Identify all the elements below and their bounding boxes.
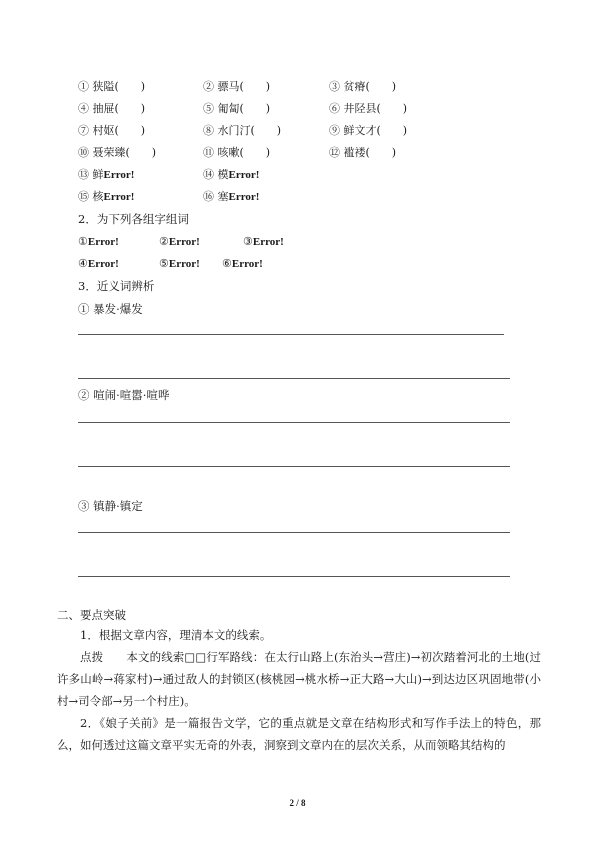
item-3: ③ 贫瘠( ) — [329, 80, 397, 93]
page-number: 2 / 8 — [289, 798, 306, 808]
error-text: Error! — [168, 236, 200, 248]
answer-line[interactable] — [78, 466, 510, 467]
item-14-label: ⑭ 模 — [203, 168, 229, 181]
item-1: ① 狭隘( ) — [78, 80, 146, 93]
item-15 — [78, 189, 134, 205]
error-text: Error! — [228, 191, 260, 203]
q3-item-2: ② 喧闹·喧嚣·喧哗 — [78, 388, 170, 402]
section-heading: 二、要点突破 — [57, 608, 126, 622]
q2-item-label: ⑥ — [222, 257, 232, 270]
error-text: Error! — [168, 258, 200, 270]
error-text: Error! — [103, 169, 135, 181]
q2-title: 2．为下列各组字组词 — [78, 212, 189, 226]
answer-line[interactable] — [78, 422, 510, 423]
q2-item-2 — [159, 234, 200, 250]
item-8: ⑧ 水门汀( ) — [203, 124, 282, 137]
paragraph-1: 1．根据文章内容，理清本文的线索。 — [80, 628, 272, 642]
item-16 — [203, 189, 259, 205]
item-2: ② 骠马( ) — [203, 80, 271, 93]
q3-item-3: ③ 镇静·镇定 — [78, 499, 143, 513]
error-text: Error! — [87, 258, 119, 270]
q2-item-label: ① — [78, 235, 88, 248]
answer-line[interactable] — [78, 334, 504, 335]
q2-item-6 — [222, 256, 263, 272]
item-10: ⑩ 聂荣臻( ) — [78, 146, 157, 159]
item-14 — [203, 167, 259, 183]
q3-item-1: ① 暴发·爆发 — [78, 302, 143, 316]
item-12: ⑫ 褴褛( ) — [329, 146, 397, 159]
item-9: ⑨ 鲜文才( ) — [329, 124, 408, 137]
answer-line[interactable] — [78, 532, 510, 533]
item-4: ④ 抽屉( ) — [78, 102, 146, 115]
answer-line[interactable] — [78, 378, 510, 379]
answer-line[interactable] — [78, 576, 510, 577]
error-text: Error! — [87, 236, 119, 248]
error-text: Error! — [252, 236, 284, 248]
item-16-label: ⑯ 塞 — [203, 190, 229, 203]
q2-item-label: ⑤ — [159, 257, 169, 270]
item-13-label: ⑬ 鲜 — [78, 168, 104, 181]
item-6: ⑥ 井陉县( ) — [329, 102, 408, 115]
item-13 — [78, 167, 134, 183]
q2-item-label: ② — [159, 235, 169, 248]
q2-item-3 — [243, 234, 284, 250]
item-11: ⑪ 咳嗽( ) — [203, 146, 271, 159]
q2-item-5 — [159, 256, 200, 272]
item-7: ⑦ 村妪( ) — [78, 124, 146, 137]
paragraph-2: 点拨 本文的线索□□行军路线：在太行山路上(东治头→营庄)→初次踏着河北的土地(过许多山岭→蒋家村)→通过敌人的封锁区(核桃园→桃水桥→正大路→大山)→到达边区巩固地带(小村→司令部→另一个村庄)。 — [57, 650, 541, 708]
item-5: ⑤ 匍匐( ) — [203, 102, 271, 115]
error-text: Error! — [103, 191, 135, 203]
error-text: Error! — [231, 258, 263, 270]
q2-item-label: ③ — [243, 235, 253, 248]
item-15-label: ⑮ 核 — [78, 190, 104, 203]
paragraph-3: 2．《娘子关前》是一篇报告文学，它的重点就是文章在结构形式和写作手法上的特色，那么，如何透过这篇文章平实无奇的外表，洞察到文章内在的层次关系，从而领略其结构的 — [57, 716, 541, 752]
q2-item-label: ④ — [78, 257, 88, 270]
error-text: Error! — [228, 169, 260, 181]
q2-item-1 — [78, 234, 119, 250]
q2-item-4 — [78, 256, 119, 272]
q3-title: 3．近义词辨析 — [78, 279, 155, 293]
